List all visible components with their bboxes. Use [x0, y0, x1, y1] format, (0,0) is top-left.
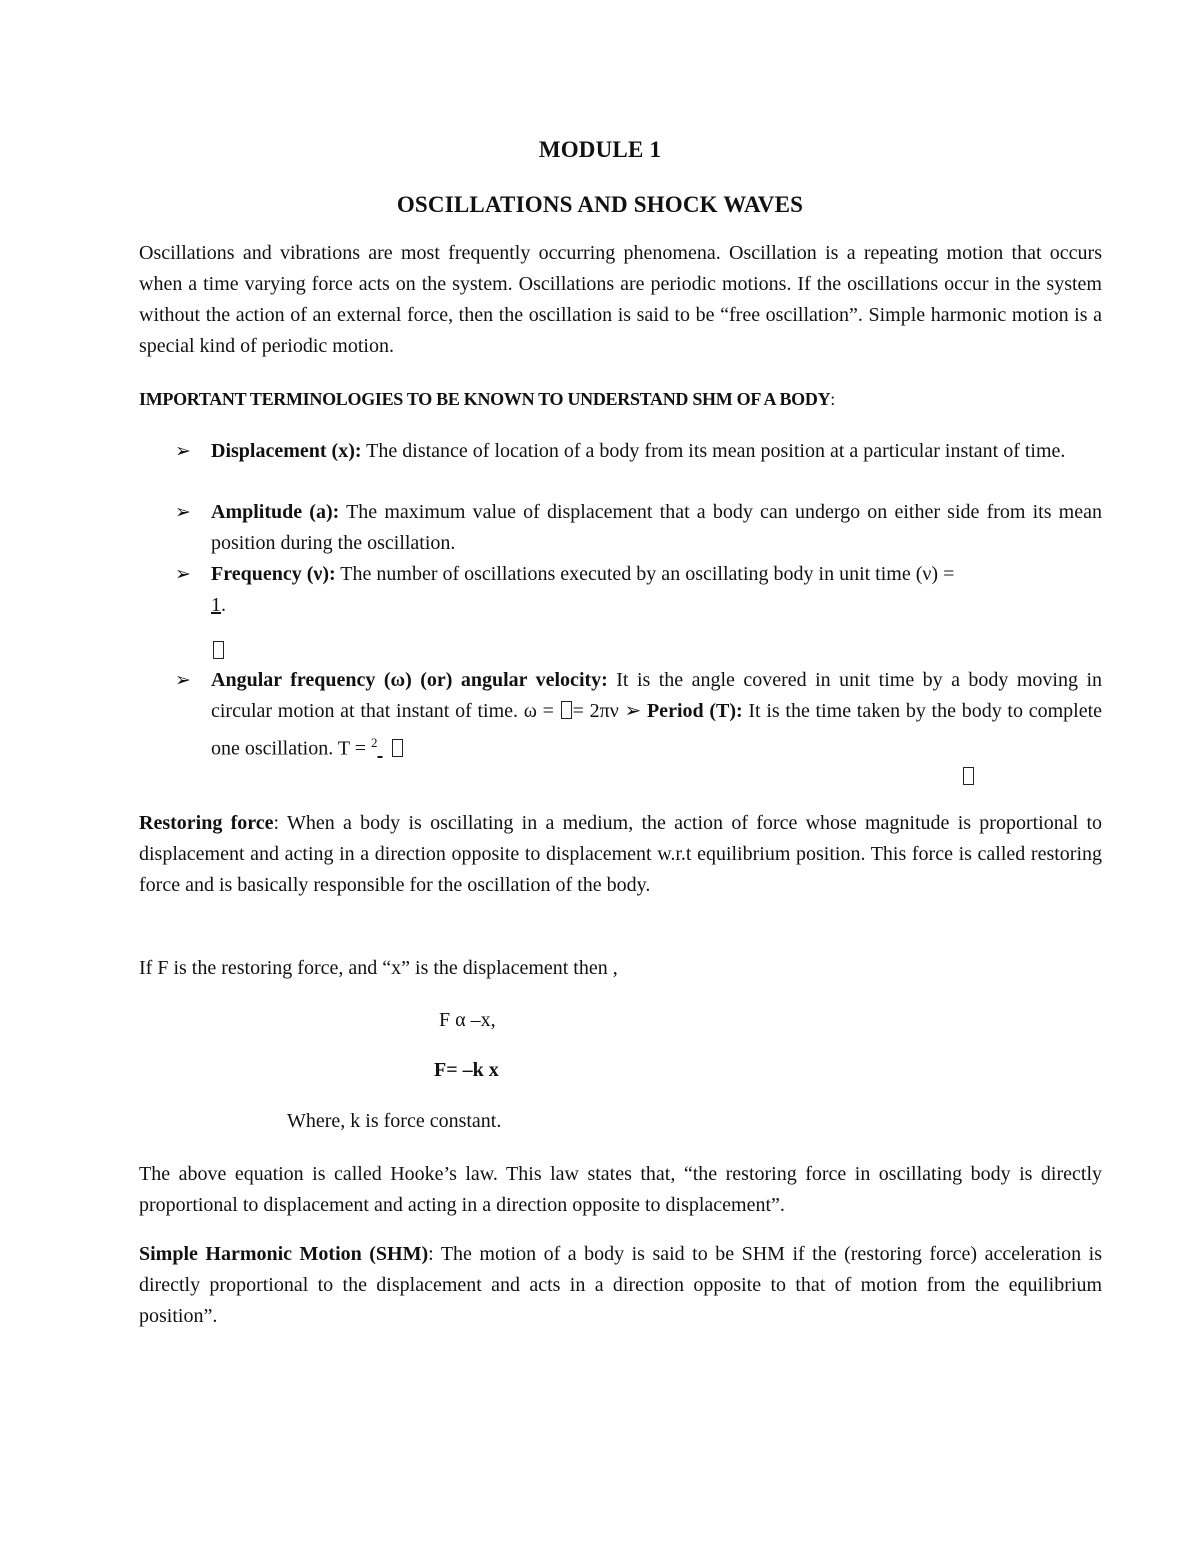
frequency-fraction-numerator: 1 [211, 594, 221, 616]
chapter-title: OSCILLATIONS AND SHOCK WAVES [396, 192, 804, 217]
period-denominator [962, 762, 975, 793]
intro-paragraph: Oscillations and vibrations are most frequently occurring phenomena. Oscillation is a repeating motion that occurs when a time varying force acts on the system. Oscillations are periodic motions. If the oscillations occur in the system without the action of an external force, then the oscillation is said to be “free oscillation”. Simple harmonic motion is a special kind of periodic motion. [139, 242, 1102, 357]
frequency-term: Frequency (ν): [211, 563, 336, 585]
period-fraction-bar [377, 734, 391, 765]
period-arrow-icon: ➢ [618, 700, 647, 722]
missing-glyph-box-icon [561, 701, 572, 719]
where-line: Where, k is force constant. [287, 1110, 502, 1132]
missing-glyph-box-icon [392, 739, 403, 757]
terms-heading [139, 389, 835, 410]
equation-hooke: F= –k x [434, 1059, 499, 1081]
angular-term: Angular frequency (ω) (or) angular velocity: [211, 669, 608, 691]
angular-text: It is the angle covered in unit time by a body moving in circular motion at that instant of time. ω = [211, 669, 1102, 722]
period-term: Period (T): [646, 700, 743, 722]
angular-formula: = 2πν [572, 700, 619, 722]
amplitude-term: Amplitude (a): [211, 501, 340, 523]
restoring-force-paragraph [139, 808, 1102, 901]
frequency-denominator [212, 636, 225, 667]
shm-text: : The motion of a body is said to be SHM if the (restoring force) acceleration is directly proportional to the displacement and acts in a direction opposite to that of motion from the equilibrium position”. [139, 1243, 1103, 1327]
displacement-text: The distance of location of a body from its mean position at a particular instant of time. [361, 440, 1066, 462]
terms-heading-colon: : [830, 389, 835, 409]
arrowhead-bullet-icon: ➢ [175, 563, 191, 585]
missing-glyph-box-icon [963, 767, 974, 785]
period-formula-sup: 2 [370, 735, 378, 750]
arrowhead-bullet-icon: ➢ [175, 669, 191, 691]
period-text: It is the time taken by the body to complete one oscillation. T = [211, 700, 1103, 760]
if-line: If F is the restoring force, and “x” is the displacement then , [139, 957, 618, 979]
arrowhead-bullet-icon: ➢ [175, 501, 191, 523]
restoring-force-text: : When a body is oscillating in a medium, the action of force whose magnitude is proportional to displacement and acting in a direction opposite to displacement w.r.t equilibrium position. This force is called restoring force and is basically responsible for the oscillation of the body. [139, 812, 1103, 896]
module-title: MODULE 1 [538, 137, 662, 162]
frequency-text: The number of oscillations executed by an oscillating body in unit time (ν) = [335, 563, 955, 585]
displacement-term: Displacement (x): [211, 440, 362, 462]
missing-glyph-box-icon [213, 641, 224, 659]
restoring-force-term: Restoring force [139, 812, 274, 834]
terms-heading-text: IMPORTANT TERMINOLOGIES TO BE KNOWN TO UNDERSTAND SHM OF A BODY [139, 389, 831, 409]
arrowhead-bullet-icon: ➢ [175, 440, 191, 462]
bullet-angular-frequency [175, 665, 1102, 765]
frequency-fraction-tail: . [221, 594, 226, 616]
bullet-displacement [175, 436, 1102, 467]
bullet-amplitude [175, 497, 1102, 559]
hooke-law-paragraph: The above equation is called Hooke’s law. This law states that, “the restoring force in oscillating body is directly proportional to displacement and acting in a direction opposite to displacement”. [139, 1163, 1102, 1216]
shm-paragraph [139, 1239, 1102, 1332]
equation-proportional: F α –x, [439, 1009, 496, 1031]
shm-term: Simple Harmonic Motion (SHM) [139, 1243, 429, 1265]
bullet-frequency [175, 559, 1102, 621]
amplitude-text: The maximum value of displacement that a body can undergo on either side from its mean position during the oscillation. [211, 501, 1102, 554]
